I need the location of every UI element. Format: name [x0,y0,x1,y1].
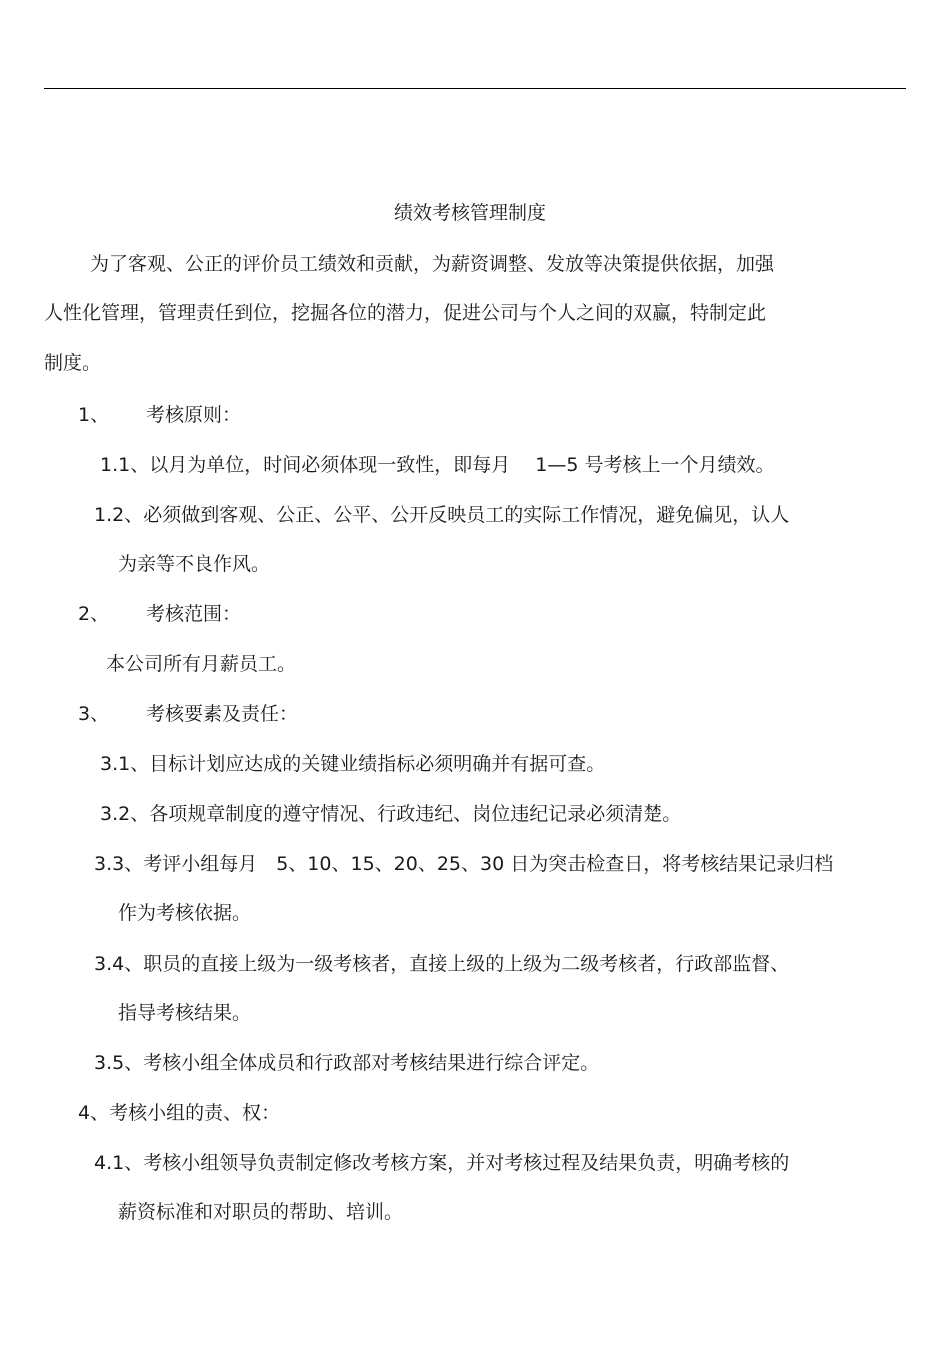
header-rule [44,88,906,89]
intro-line-3: 制度。 [44,352,102,374]
section-2-number: 2、 [78,603,110,625]
item-3-1: 3.1、目标计划应达成的关键业绩指标必须明确并有据可查。 [100,753,606,775]
item-4-1-line-2: 薪资标准和对职员的帮助、培训。 [118,1201,404,1223]
section-4-heading: 4、考核小组的责、权： [78,1102,281,1124]
section-2-body: 本公司所有月薪员工。 [106,653,297,675]
item-1-1: 1.1、以月为单位，时间必须体现一致性，即每月 1—5 号考核上一个月绩效。 [100,454,775,476]
item-4-1-line-1: 4.1、考核小组领导负责制定修改考核方案，并对考核过程及结果负责，明确考核的 [94,1152,790,1174]
item-3-5: 3.5、考核小组全体成员和行政部对考核结果进行综合评定。 [94,1052,600,1074]
item-1-2-line-2: 为亲等不良作风。 [118,553,271,575]
intro-line-2: 人性化管理，管理责任到位，挖掘各位的潜力，促进公司与个人之间的双赢，特制定此 [44,302,767,324]
intro-line-1: 为了客观、公正的评价员工绩效和贡献，为薪资调整、发放等决策提供依据，加强 [90,253,775,275]
document-title: 绩效考核管理制度 [393,202,546,224]
section-3-number: 3、 [78,703,110,725]
section-1-number: 1、 [78,404,110,426]
item-3-2: 3.2、各项规章制度的遵守情况、行政违纪、岗位违纪记录必须清楚。 [100,803,682,825]
item-3-3-line-2: 作为考核依据。 [118,902,252,924]
section-2-heading: 考核范围： [146,603,242,625]
item-1-2-line-1: 1.2、必须做到客观、公正、公平、公开反映员工的实际工作情况，避免偏见，认人 [94,504,790,526]
item-3-4-line-1: 3.4、职员的直接上级为一级考核者，直接上级的上级为二级考核者，行政部监督、 [94,953,790,975]
item-3-3-line-1: 3.3、考评小组每月 5、10、15、20、25、30 日为突击检查日，将考核结果记录归档 [94,853,834,875]
item-3-4-line-2: 指导考核结果。 [118,1002,252,1024]
section-3-heading: 考核要素及责任： [146,703,299,725]
section-1-heading: 考核原则： [146,404,242,426]
